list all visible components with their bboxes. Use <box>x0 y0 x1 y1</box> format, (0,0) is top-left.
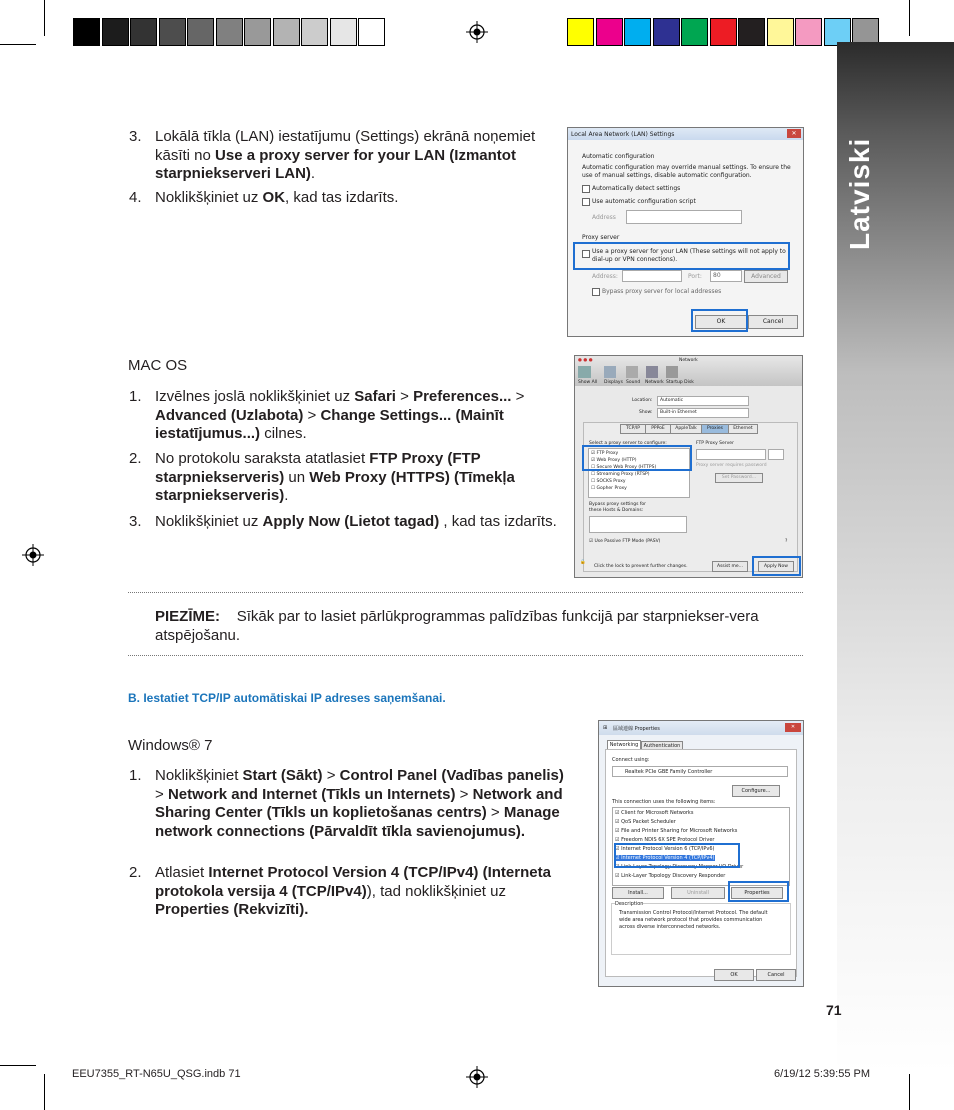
color-swatch <box>653 18 680 46</box>
highlight-box <box>573 242 790 270</box>
passive-ftp-checkbox[interactable]: ☑ Use Passive FTP Mode (PASV) <box>589 539 661 544</box>
text-run: > <box>395 388 414 405</box>
text-run: cilnes. <box>260 425 307 442</box>
bold-run: Apply Now (Lietot tagad) <box>262 513 440 530</box>
list-item[interactable]: ☑ Link-Layer Topology Discovery Responder <box>615 873 726 879</box>
bypass-label: Bypass proxy settings for <box>589 502 647 507</box>
color-swatch <box>596 18 623 46</box>
list-item[interactable]: ☑ Internet Protocol Version 6 (TCP/IPv6) <box>615 846 715 852</box>
install-button[interactable]: Install... <box>612 887 664 899</box>
text-run: Lokālā tīkla (LAN) iestatījumu (Settings) ekrānā noņemiet kāsīti no <box>155 128 536 164</box>
bold-run: Control Panel (Vadības panelis) <box>339 767 564 784</box>
text-run: . <box>284 487 289 504</box>
step-3-text <box>155 128 550 184</box>
apply-now-button[interactable]: Apply Now <box>758 561 794 572</box>
registration-mark-icon <box>466 21 488 43</box>
text-run: un <box>284 468 310 486</box>
color-swatch <box>681 18 708 46</box>
color-swatch <box>130 18 157 46</box>
cancel-button[interactable]: Cancel <box>748 315 798 329</box>
list-item[interactable]: ☑ Link-Layer Topology Discovery Mapper I/O Driver <box>615 864 744 870</box>
list-item[interactable]: ☑ FTP Proxy <box>591 451 619 456</box>
step-number: 2. <box>129 450 142 467</box>
step-number: 3. <box>129 128 142 145</box>
crop-mark <box>44 0 45 36</box>
text-run: > <box>322 767 340 784</box>
set-password-button[interactable]: Set Password... <box>715 473 763 483</box>
select-label: Select a proxy server to configure: <box>589 441 667 446</box>
step-4-text <box>155 189 550 208</box>
color-swatch <box>187 18 214 46</box>
tab-networking[interactable]: Networking <box>607 740 641 751</box>
color-swatch <box>330 18 357 46</box>
protocol-label: SOCKS Proxy <box>596 479 626 484</box>
note <box>155 608 802 645</box>
toolbar-label: Displays <box>604 380 623 385</box>
note-divider <box>128 655 803 656</box>
list-item[interactable]: ☑ Freedom NDIS 6X SPE Protocol Driver <box>615 837 715 843</box>
macos-step-2-text <box>155 450 563 506</box>
section-b-heading: B. Iestatiet TCP/IP automātiskai IP adreses saņemšanai. <box>128 691 446 705</box>
toolbar-label: Startup Disk <box>666 380 694 385</box>
item-label: Link-Layer Topology Discovery Mapper I/O Driver <box>621 864 744 870</box>
text-run: > <box>455 785 473 803</box>
item-label: Link-Layer Topology Discovery Responder <box>621 873 726 879</box>
description-text: use of manual settings, disable automatic configuration. <box>582 172 752 179</box>
lock-text: Click the lock to prevent further changes. <box>594 564 688 569</box>
item-label: Internet Protocol Version 6 (TCP/IPv6) <box>621 846 715 852</box>
color-swatch <box>710 18 737 46</box>
location-label: Location: <box>632 398 653 403</box>
bold-run: Change Settings... (Mainīt iestatījumus...) <box>155 406 504 442</box>
color-swatch <box>159 18 186 46</box>
crop-mark <box>909 1074 910 1110</box>
ftp-server-label: FTP Proxy Server <box>696 441 734 446</box>
group-label: Automatic configuration <box>582 153 655 160</box>
highlight-box <box>614 843 740 868</box>
bold-run: FTP Proxy (FTP starpniekserveris) <box>155 450 481 486</box>
checkbox-label: Use automatic configuration script <box>592 198 696 205</box>
adapter-field: Realtek PCIe GBE Family Controller <box>612 766 788 777</box>
step-number: 2. <box>129 864 142 881</box>
group-label: Proxy server <box>582 234 620 241</box>
bold-run: Use a proxy server for your LAN (Izmantot starpniekserveri LAN) <box>155 146 516 182</box>
color-swatch <box>738 18 765 46</box>
color-swatch <box>216 18 243 46</box>
crop-mark <box>44 1074 45 1110</box>
text-run: > <box>511 388 525 405</box>
toolbar-label: Show All <box>578 380 598 385</box>
color-swatch <box>301 18 328 46</box>
bold-run: Advanced (Uzlabota) <box>155 406 304 424</box>
address-input[interactable] <box>626 210 742 224</box>
location-select[interactable]: Automatic <box>657 396 749 406</box>
checkbox-label: Bypass proxy server for local addresses <box>602 288 722 295</box>
sound-icon[interactable] <box>626 366 638 378</box>
bold-run: Safari <box>354 388 396 405</box>
item-label: Internet Protocol Version 4 (TCP/IPv4) <box>621 855 715 861</box>
windows-step-1-text <box>155 767 565 841</box>
item-label: Freedom NDIS 6X SPE Protocol Driver <box>621 837 715 843</box>
color-swatch <box>73 18 100 46</box>
description-label: Description <box>615 901 644 907</box>
bypass-label: these Hosts & Domains: <box>589 508 644 513</box>
color-swatch <box>624 18 651 46</box>
lock-icon[interactable]: 🔒 <box>580 560 586 565</box>
assist-me-button[interactable]: Assist me... <box>712 561 748 572</box>
address-label: Address: <box>592 273 618 280</box>
address-label: Address <box>592 214 616 221</box>
text-run: Noklikšķiniet <box>155 767 243 784</box>
text-run: , kad tas izdarīts. <box>285 189 399 206</box>
network-icon: ⊞ <box>603 725 608 731</box>
color-swatch <box>795 18 822 46</box>
dialog-title: Network <box>679 358 698 363</box>
tab-tcpip[interactable]: TCP/IP <box>620 424 646 434</box>
crop-mark <box>0 1065 36 1066</box>
show-select[interactable]: Built-in Ethernet <box>657 408 749 418</box>
startup-disk-icon[interactable] <box>666 366 678 378</box>
bold-run: Start (Sākt) <box>242 767 323 784</box>
highlight-box <box>582 445 692 471</box>
ftp-server-input[interactable] <box>696 449 766 460</box>
items-label: This connection uses the following items: <box>612 799 716 805</box>
description-text: Transmission Control Protocol/Internet Protocol. The default <box>619 910 768 916</box>
protocol-label: Web Proxy (HTTP) <box>596 458 637 463</box>
item-label: File and Printer Sharing for Microsoft Networks <box>621 828 738 834</box>
registration-mark-icon <box>466 1066 488 1088</box>
crop-mark <box>909 0 910 36</box>
section-heading-macos: MAC OS <box>128 357 188 374</box>
list-item[interactable]: ☐ Secure Web Proxy (HTTPS) <box>591 465 657 470</box>
crop-mark <box>0 44 36 45</box>
close-icon[interactable]: ✕ <box>787 129 801 138</box>
bold-run: Manage network connections (Pārvaldīt tīkla savienojumus). <box>155 804 560 840</box>
tab-appletalk[interactable]: AppleTalk <box>670 424 702 434</box>
text-run: > <box>303 406 321 424</box>
window-buttons-icon[interactable]: ● ● ● <box>578 358 593 363</box>
list-item[interactable]: ☑ Client for Microsoft Networks <box>615 810 694 816</box>
cancel-button[interactable]: Cancel <box>756 969 796 981</box>
bold-run: OK <box>262 189 286 206</box>
bypass-checkbox[interactable] <box>592 288 600 296</box>
tab-authentication[interactable]: Authentication <box>641 741 683 751</box>
checkbox-label: Automatically detect settings <box>592 185 681 192</box>
text-run: ), tad noklikšķiniet uz <box>366 882 506 900</box>
text-run: > <box>486 804 504 821</box>
show-all-icon[interactable] <box>578 366 591 378</box>
section-heading-windows: Windows® 7 <box>128 737 213 754</box>
text-run: Atlasiet <box>155 864 209 881</box>
bold-run: Network and Sharing Center (Tīkls un koplietošanas centrs) <box>155 785 563 821</box>
tab-ethernet[interactable]: Ethernet <box>728 424 758 434</box>
page-number: 71 <box>826 1002 842 1018</box>
step-number: 1. <box>129 388 142 405</box>
protocol-label: Secure Web Proxy (HTTPS) <box>596 465 657 470</box>
list-item[interactable]: ☑ File and Printer Sharing for Microsoft Networks <box>615 828 738 834</box>
text-run: Izvēlnes joslā noklikšķiniet uz <box>155 388 355 405</box>
bold-run: Network and Internet (Tīkls un Internets) <box>167 785 456 803</box>
footer-timestamp: 6/19/12 5:39:55 PM <box>774 1068 871 1080</box>
item-label: QoS Packet Scheduler <box>621 819 676 825</box>
close-icon[interactable]: ✕ <box>785 723 801 732</box>
macos-step-1-text <box>155 388 563 444</box>
dialog-title: Local Area Network (LAN) Settings <box>571 131 675 138</box>
list-item[interactable]: ☐ Streaming Proxy (RTSP) <box>591 472 650 477</box>
highlight-box <box>691 309 748 332</box>
auto-detect-checkbox[interactable] <box>582 185 590 193</box>
connect-using-label: Connect using: <box>612 757 650 763</box>
configure-button[interactable]: Configure... <box>732 785 780 797</box>
windows-step-2-text <box>155 864 565 920</box>
checkbox-label: dial-up or VPN connections). <box>592 256 678 263</box>
port-label: Port: <box>688 273 702 280</box>
lan-settings-dialog <box>567 127 804 337</box>
protocol-label: FTP Proxy <box>596 451 619 456</box>
uninstall-button[interactable]: Uninstall <box>671 887 725 899</box>
bold-run: Web Proxy (HTTPS) (Tīmekļa starpniekserveris) <box>155 468 515 504</box>
bypass-hosts-input[interactable] <box>589 516 687 533</box>
network-icon[interactable] <box>646 366 658 378</box>
password-checkbox-label[interactable]: Proxy server requires password <box>696 463 767 468</box>
tab-pppoe[interactable]: PPPoE <box>645 424 671 434</box>
auto-script-checkbox[interactable] <box>582 198 590 206</box>
advanced-button[interactable]: Advanced <box>744 270 788 283</box>
step-number: 3. <box>129 513 142 530</box>
color-swatch <box>102 18 129 46</box>
list-item-selected[interactable]: ☑ Internet Protocol Version 4 (TCP/IPv4) <box>615 855 715 861</box>
toolbar-label: Network <box>645 380 664 385</box>
text-run: Noklikšķiniet uz <box>155 189 263 206</box>
footer-filename: EEU7355_RT-N65U_QSG.indb 71 <box>72 1068 241 1080</box>
port-input[interactable]: 80 <box>710 270 742 282</box>
text-run: > <box>155 785 168 803</box>
side-tab-title: Latviski <box>844 137 875 250</box>
proxy-address-input[interactable] <box>622 270 682 282</box>
color-swatch <box>567 18 594 46</box>
note-text: Sīkāk par to lasiet pārlūkprogrammas palīdzības funkcijā par starpniekser-vera atspējošanu. <box>155 608 759 644</box>
ok-button[interactable]: OK <box>695 315 747 329</box>
text-run: , kad tas izdarīts. <box>439 513 557 530</box>
protocol-label: Gopher Proxy <box>596 486 627 491</box>
displays-icon[interactable] <box>604 366 616 378</box>
step-number: 1. <box>129 767 142 784</box>
show-label: Show: <box>639 410 653 415</box>
color-swatch <box>767 18 794 46</box>
step-number: 4. <box>129 189 142 206</box>
bold-run: Internet Protocol Version 4 (TCP/IPv4) (Interneta protokola versija 4 (TCP/IPv4) <box>155 864 551 900</box>
checkbox-label: Use a proxy server for your LAN (These settings will not apply to <box>592 248 786 255</box>
ftp-port-input[interactable] <box>768 449 784 460</box>
description-text: wide area network protocol that provides communication <box>619 917 763 923</box>
toolbar-label: Sound <box>626 380 641 385</box>
protocol-label: Streaming Proxy (RTSP) <box>596 472 650 477</box>
bold-run: Preferences... <box>413 388 512 405</box>
list-item[interactable]: ☑ QoS Packet Scheduler <box>615 819 676 825</box>
list-item[interactable]: ☐ Gopher Proxy <box>591 486 627 491</box>
text-run: . <box>310 165 316 182</box>
color-swatch <box>358 18 385 46</box>
item-label: Client for Microsoft Networks <box>621 810 694 816</box>
ok-button[interactable]: OK <box>714 969 754 981</box>
registration-mark-icon <box>22 544 44 566</box>
description-text: Automatic configuration may override manual settings. To ensure the <box>582 164 791 171</box>
tab-proxies[interactable]: Proxies <box>701 424 729 434</box>
text-run: Noklikšķiniet uz <box>155 513 263 530</box>
highlight-box <box>728 881 789 902</box>
highlight-box <box>752 556 801 576</box>
macos-step-3-text <box>155 513 563 532</box>
help-icon[interactable]: ? <box>785 539 788 544</box>
color-swatch <box>273 18 300 46</box>
checkbox-label: Use Passive FTP Mode (PASV) <box>594 539 661 544</box>
bold-run: Properties (Rekvizīti). <box>155 901 309 918</box>
dialog-title: 區域連線 Properties <box>613 726 660 732</box>
description-text: across diverse interconnected networks. <box>619 924 721 930</box>
properties-button[interactable]: Properties <box>731 887 783 899</box>
list-item[interactable]: ☑ Web Proxy (HTTP) <box>591 458 637 463</box>
list-item[interactable]: ☐ SOCKS Proxy <box>591 479 626 484</box>
note-divider <box>128 592 803 593</box>
text-run: No protokolu saraksta atatlasiet <box>155 450 370 467</box>
note-label: PIEZĪME: <box>155 608 221 625</box>
color-swatch <box>244 18 271 46</box>
